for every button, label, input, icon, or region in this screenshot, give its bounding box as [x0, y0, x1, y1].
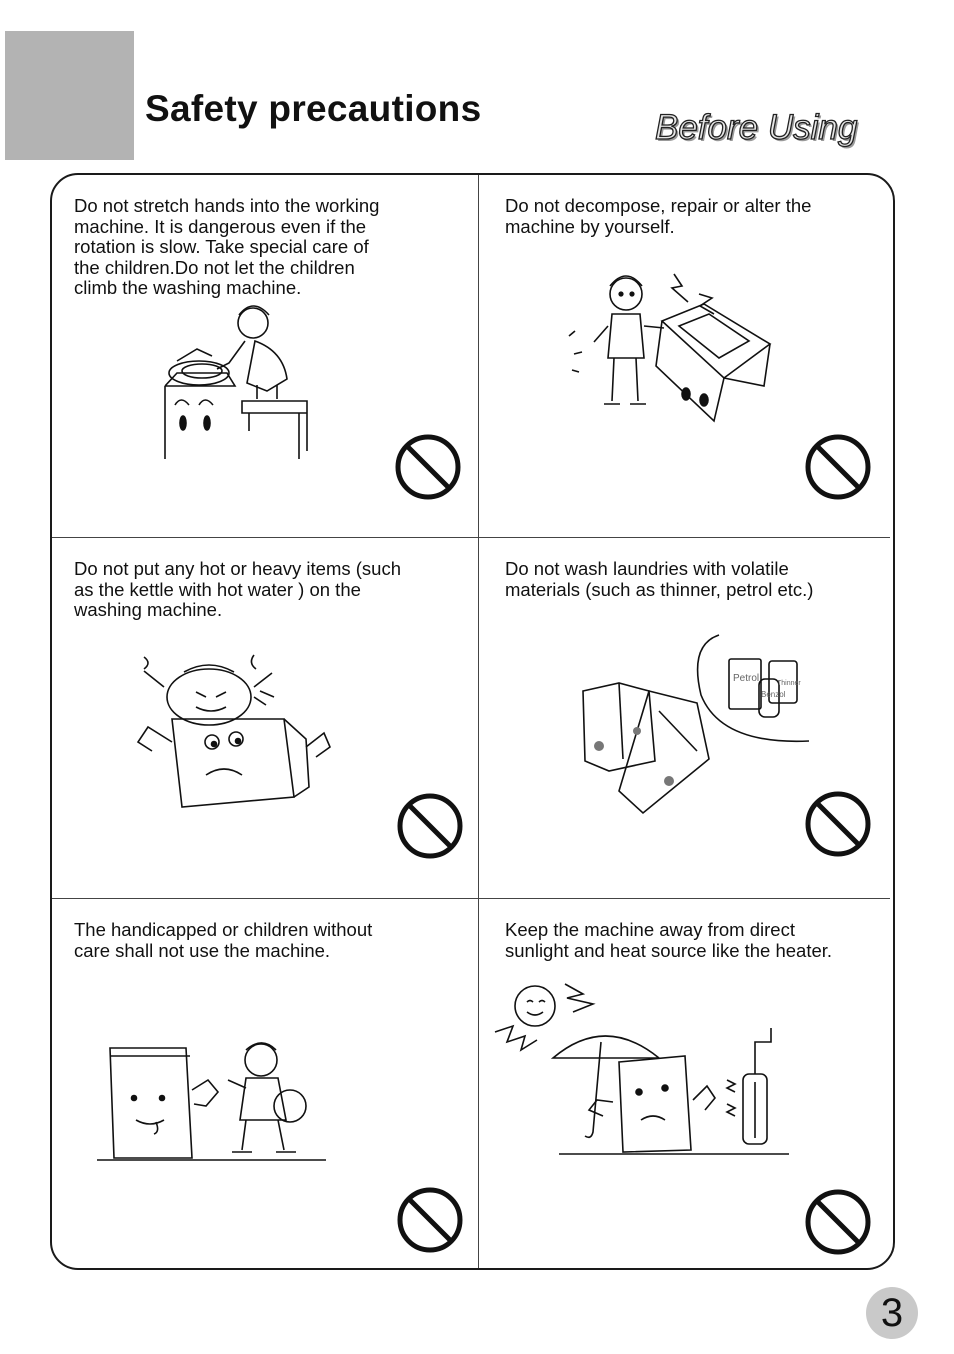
- precaution-cell-sunlight: [479, 900, 896, 1260]
- prohibited-icon: [803, 432, 873, 502]
- row-divider-1: [52, 537, 890, 538]
- thinner-label: Thinner: [777, 680, 801, 687]
- section-title: Before Using: [655, 108, 858, 147]
- benzol-label: Benzol: [761, 690, 786, 699]
- precaution-cell-hands: [52, 176, 469, 536]
- precaution-text: Do not decompose, repair or alter the machine by yourself.: [505, 195, 812, 237]
- precaution-cell-volatile: [479, 539, 896, 899]
- prohibited-icon: [395, 791, 465, 861]
- precaution-text: The handicapped or children without care shall not use the machine.: [74, 919, 373, 961]
- petrol-label: Petrol: [733, 673, 760, 684]
- precaution-text: Keep the machine away from direct sunlight and heat source like the heater.: [505, 919, 833, 961]
- header-gray-block: [5, 31, 134, 160]
- prohibited-icon: [803, 789, 873, 859]
- kettle-on-machine-illustration: [134, 647, 334, 812]
- precaution-cell-handicapped: [52, 900, 469, 1260]
- prohibited-icon: [395, 1185, 465, 1255]
- precaution-cell-repair: [479, 176, 896, 536]
- prohibited-icon: [803, 1187, 873, 1257]
- clothes-with-solvents-illustration: [579, 631, 814, 816]
- page-title: Safety precautions: [145, 88, 482, 129]
- precaution-cell-hot-items: [52, 539, 469, 899]
- precaution-text: Do not wash laundries with volatile materials (such as thinner, petrol etc.): [505, 558, 814, 600]
- child-stopped-by-machine-illustration: [96, 1040, 328, 1162]
- precaution-text: Do not stretch hands into the working machine. It is dangerous even if the rotation is slow. Take special care of the children.Do not let the children climb the washing machine.: [74, 195, 380, 298]
- page-number: 3: [866, 1287, 918, 1339]
- man-repairing-machine-illustration: [564, 266, 779, 441]
- precaution-text: Do not put any hot or heavy items (such as the kettle with hot water ) on the washing machine.: [74, 558, 402, 620]
- prohibited-icon: [393, 432, 463, 502]
- machine-under-sun-and-heater-illustration: [493, 982, 793, 1157]
- child-climbing-machine-illustration: [157, 301, 322, 466]
